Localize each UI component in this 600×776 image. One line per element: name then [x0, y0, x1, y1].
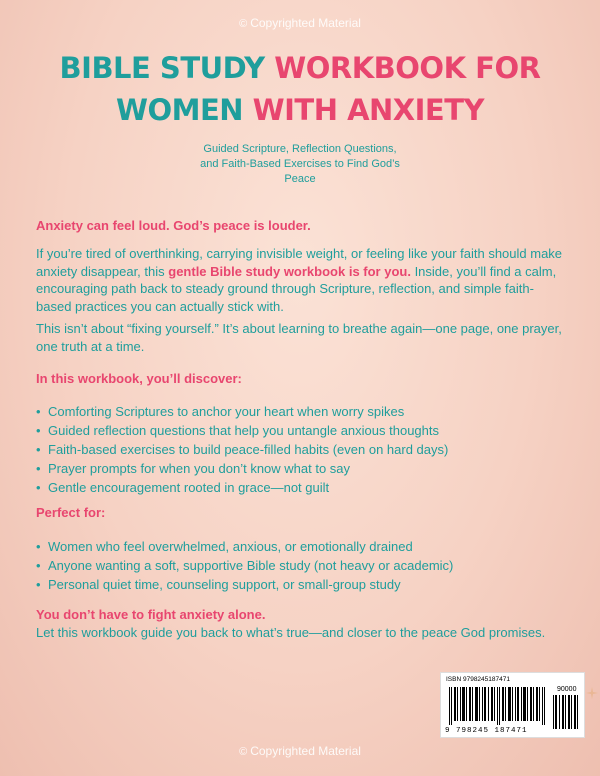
sparkle-icon: [585, 686, 599, 700]
title-line-2-teal: WOMEN: [115, 93, 253, 127]
copyright-watermark-bottom: [0, 744, 600, 758]
closing: [36, 606, 568, 641]
bullet-icon: •: [36, 577, 41, 592]
closing-emphasis: You don’t have to fight anxiety alone.: [36, 607, 266, 622]
intro-highlight: gentle Bible study workbook is for you.: [168, 263, 411, 279]
intro-paragraph: [36, 245, 568, 315]
list-item: • Anyone wanting a soft, supportive Bible study (not heavy or academic): [36, 558, 454, 573]
intro-text-before: If you’re tired of overthinking, carrying invisible weight, or feeling like your faith should make anxiety disappear, this: [36, 246, 563, 279]
perfect-for-heading: Perfect for:: [36, 505, 106, 520]
bullet-icon: •: [36, 558, 41, 573]
watermark-text: Copyrighted Material: [250, 16, 361, 30]
paragraph-2: This isn’t about “fixing yourself.” It’s about learning to breathe again—one page, one prayer, one truth at a time.: [36, 321, 562, 354]
title-line-1-pink: WORKBOOK FOR: [274, 51, 541, 85]
isbn-label: ISBN 9798245187471: [446, 676, 510, 683]
barcode-digits: 9 798245 187471: [445, 727, 528, 735]
bullet-icon: •: [36, 442, 41, 457]
subtitle-line: Guided Scripture, Reflection Questions,: [203, 143, 397, 155]
perfect-for-list: [36, 537, 568, 594]
list-item: • Faith-based exercises to build peace-filled habits (even on hard days): [36, 442, 449, 457]
title-line-1: [0, 47, 600, 89]
list-item: • Women who feel overwhelmed, anxious, or emotionally drained: [36, 539, 413, 554]
copyright-symbol-icon: ©: [239, 18, 248, 30]
title-line-2: [0, 89, 600, 131]
intro-text-after: Inside, you’ll find a calm, encouraging path back to steady ground through Scripture, reflection, and simple faith-based practices you can actually stick with.: [36, 263, 557, 314]
copyright-symbol-icon: ©: [239, 746, 248, 758]
title-line-1-teal: BIBLE STUDY: [59, 51, 275, 85]
bullet-icon: •: [36, 423, 41, 438]
addon-bars-icon: [553, 695, 579, 729]
price-code: 90000: [557, 686, 577, 693]
list-item: • Prayer prompts for when you don’t know what to say: [36, 461, 351, 476]
bullet-icon: •: [36, 461, 41, 476]
list-item: • Personal quiet time, counseling support, or small-group study: [36, 577, 401, 592]
closing-line: Let this workbook guide you back to what’s true—and closer to the peace God promises.: [36, 624, 546, 640]
list-item: • Gentle encouragement rooted in grace—not guilt: [36, 480, 330, 495]
bullet-icon: •: [36, 480, 41, 495]
subtitle-line: and Faith-Based Exercises to Find God’s: [200, 158, 400, 170]
isbn-barcode: [440, 672, 585, 738]
barcode-bars-icon: [449, 687, 549, 725]
subtitle-line: Peace: [284, 173, 316, 185]
list-item: • Guided reflection questions that help you untangle anxious thoughts: [36, 423, 439, 438]
discover-list: [36, 402, 568, 497]
title-line-2-pink: WITH ANXIETY: [252, 93, 485, 127]
list-item: • Comforting Scriptures to anchor your heart when worry spikes: [36, 404, 405, 419]
discover-heading: In this workbook, you’ll discover:: [36, 371, 242, 386]
hook-line: Anxiety can feel loud. God’s peace is louder.: [36, 218, 311, 233]
copyright-watermark-top: [0, 16, 600, 30]
bullet-icon: •: [36, 539, 41, 554]
watermark-text: Copyrighted Material: [250, 744, 361, 758]
bullet-icon: •: [36, 404, 41, 419]
subtitle: [150, 142, 450, 187]
